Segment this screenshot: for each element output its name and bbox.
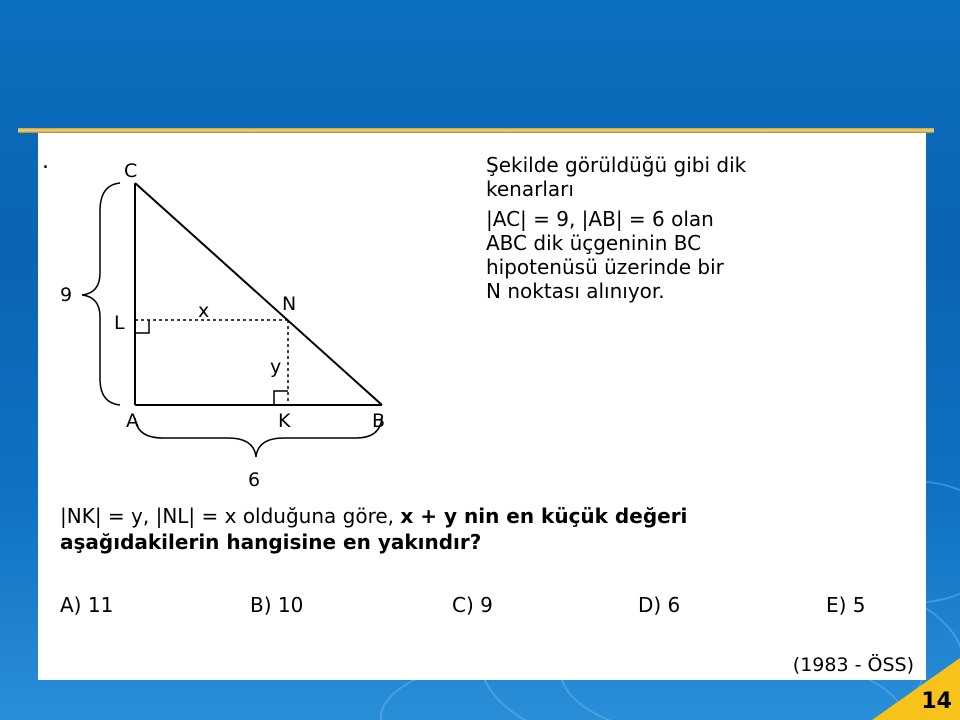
question-ask: x + y nin en küçük değeri (400, 504, 688, 528)
bullet-dot: . (42, 149, 49, 174)
option-e[interactable]: E) 5 (826, 593, 866, 617)
side-bc (135, 183, 382, 405)
intro-line: kenarları (486, 177, 574, 201)
option-a[interactable]: A) 11 (60, 593, 114, 617)
question-given: |NK| = y, |NL| = x olduğuna göre, (60, 504, 395, 528)
option-b[interactable]: B) 10 (250, 593, 304, 617)
page-number: 14 (921, 689, 952, 714)
question-prompt (60, 503, 920, 555)
intro-line: hipotenüsü üzerinde bir (486, 255, 724, 279)
point-label-k: K (278, 410, 291, 432)
point-label-n: N (282, 293, 297, 315)
option-d[interactable]: D) 6 (638, 593, 681, 617)
length-label-ab: 6 (248, 469, 261, 491)
intro-line: N noktası alınıyor. (486, 279, 665, 303)
answer-options (60, 593, 900, 623)
vertex-label-a: A (126, 410, 139, 432)
right-angle-marker-k (274, 391, 288, 405)
segment-label-x: x (198, 300, 210, 322)
triangle-figure (38, 133, 478, 503)
question-ask-continued: aşağıdakilerin hangisine en yakındır? (60, 530, 482, 554)
point-label-l: L (114, 312, 125, 334)
exam-source: (1983 - ÖSS) (792, 654, 914, 676)
intro-line: |AC| = 9, |AB| = 6 olan (486, 207, 714, 231)
intro-line: ABC dik üçgeninin BC (486, 231, 702, 255)
vertex-label-b: B (372, 410, 386, 432)
right-angle-marker-l (135, 320, 149, 333)
problem-intro (486, 153, 906, 303)
brace-ac (82, 183, 120, 405)
intro-line: Şekilde görüldüğü gibi dik (486, 153, 747, 177)
brace-ab (135, 418, 382, 457)
length-label-ac: 9 (60, 284, 73, 306)
option-c[interactable]: C) 9 (452, 593, 493, 617)
question-panel (38, 133, 926, 680)
vertex-label-c: C (124, 160, 138, 182)
segment-label-y: y (270, 356, 282, 378)
